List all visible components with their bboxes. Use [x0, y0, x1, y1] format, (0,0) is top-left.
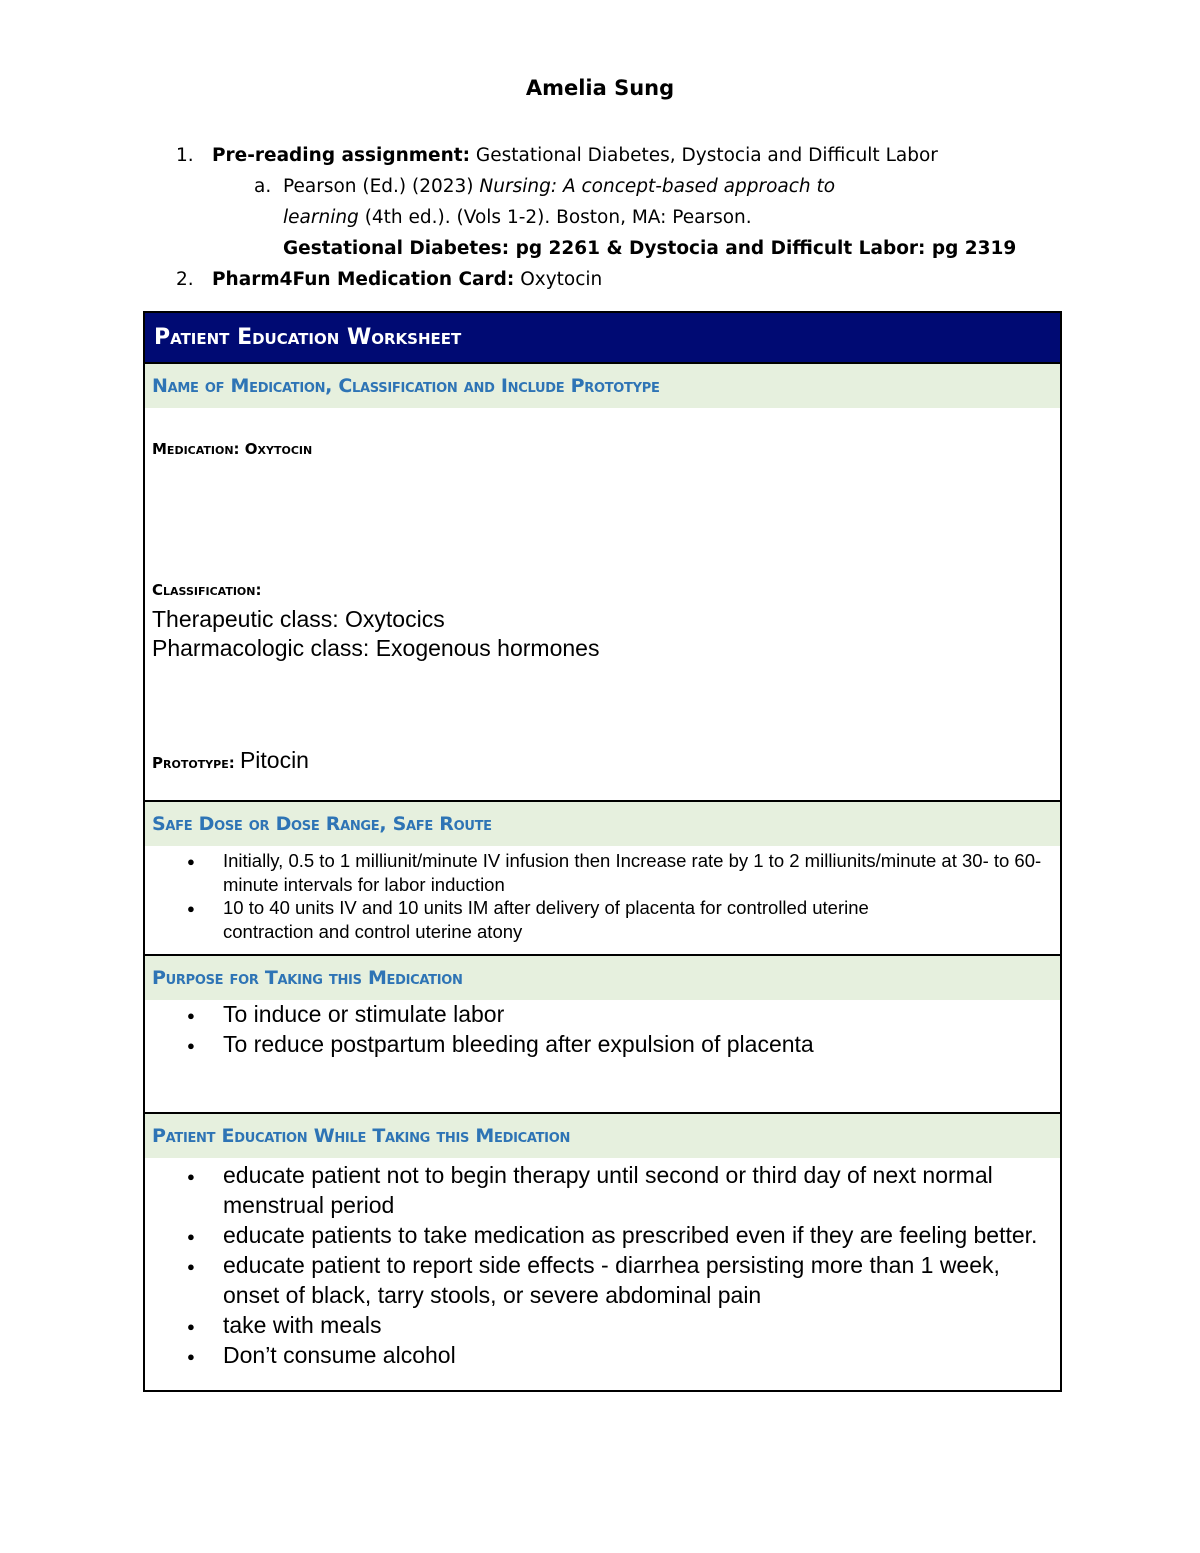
prototype-value: Pitocin: [239, 747, 309, 773]
list-item: ● educate patient not to begin therapy until second or third day of next normal menstrual period: [145, 1160, 1045, 1220]
education-list: [145, 1160, 1045, 1370]
citation-title: Nursing: A concept-based approach to: [479, 176, 836, 197]
citation-author: Pearson (Ed.) (2023): [283, 176, 480, 197]
pharmacologic-class: Pharmacologic class: Exogenous hormones: [152, 635, 600, 661]
assignment-item-1: [0, 145, 938, 166]
list-item: ● To induce or stimulate labor: [145, 999, 1045, 1029]
section-heading: Patient Education While Taking this Medication: [145, 1114, 1060, 1158]
citation-pages: Gestational Diabetes: pg 2261 & Dystocia and Difficult Labor: pg 2319: [283, 238, 1017, 259]
list-item: ● educate patients to take medication as prescribed even if they are feeling better.: [145, 1220, 1045, 1250]
section-purpose: [145, 954, 1060, 1112]
list-item: ● Don’t consume alcohol: [145, 1340, 1045, 1370]
assignment-label: Pre-reading assignment:: [212, 145, 470, 166]
list-item: ● Initially, 0.5 to 1 milliunit/minute IV infusion then Increase rate by 1 to 2 milliunits/minute at 30- to 60-minute intervals for labor induction: [145, 849, 1045, 896]
list-item: ● educate patient to report side effects - diarrhea persisting more than 1 week, onset of black, tarry stools, or severe abdominal pain: [145, 1250, 1045, 1310]
author-name: Amelia Sung: [525, 76, 675, 100]
assignment-item-2-number: 2.: [176, 269, 194, 290]
section-medication: [145, 362, 1060, 800]
list-item: ● To reduce postpartum bleeding after expulsion of placenta: [145, 1029, 1045, 1059]
section-heading: Safe Dose or Dose Range, Safe Route: [145, 802, 1060, 846]
classification-label: Classification:: [152, 581, 262, 599]
list-item: ● take with meals: [145, 1310, 1045, 1340]
citation-publisher: (4th ed.). (Vols 1-2). Boston, MA: Pearson.: [358, 207, 752, 228]
therapeutic-class: Therapeutic class: Oxytocics: [152, 606, 445, 632]
citation-title-cont: learning: [283, 207, 359, 228]
citation-line-1: [283, 176, 835, 197]
section-patient-education: [145, 1112, 1060, 1390]
assignment-text: Oxytocin: [514, 269, 603, 290]
assignment-text: Gestational Diabetes, Dystocia and Difficult Labor: [470, 145, 938, 166]
assignment-item-2: [212, 269, 602, 290]
medication-label: Medication: Oxytocin: [152, 440, 313, 458]
assignment-item-1-content: [212, 145, 938, 166]
dose-list: [145, 849, 1045, 943]
sub-item-a-number: a.: [254, 176, 272, 197]
purpose-list: [145, 999, 1045, 1059]
citation-line-2: [283, 207, 752, 228]
section-heading: Name of Medication, Classification and Include Prototype: [145, 364, 1060, 408]
worksheet-table: [143, 311, 1062, 1392]
list-item: ● 10 to 40 units IV and 10 units IM after delivery of placenta for controlled uterine contraction and control uterine atony: [145, 896, 1045, 943]
prototype-row: [152, 747, 309, 774]
section-heading: Purpose for Taking this Medication: [145, 956, 1060, 1000]
section-dose: [145, 800, 1060, 954]
list-number: 1.: [176, 145, 194, 166]
prototype-label: Prototype:: [152, 754, 240, 772]
assignment-label: Pharm4Fun Medication Card:: [212, 269, 515, 290]
worksheet-title: Patient Education Worksheet: [143, 311, 1062, 362]
